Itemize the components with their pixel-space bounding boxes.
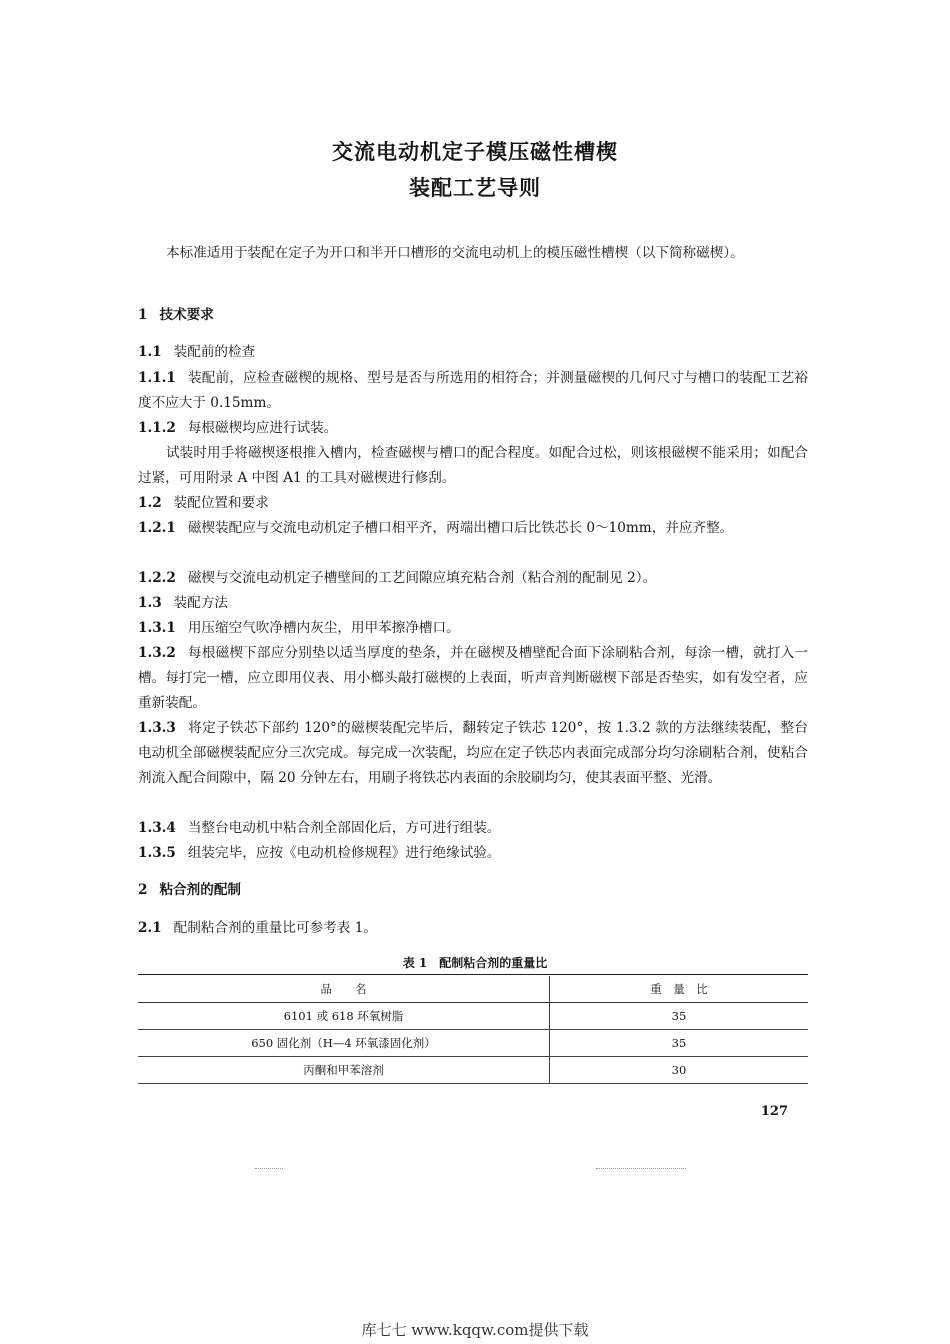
section-number: 1.2 [138,495,162,511]
document-title-line2: 装配工艺导则 [409,175,541,200]
table-cell: 丙酮和甲苯溶剂 [138,1057,550,1084]
clause-text: 用压缩空气吹净槽内灰尘，用甲苯擦净槽口。 [187,620,460,636]
clause-text: 每根磁楔下部应分别垫以适当厚度的垫条，并在磁楔及槽壁配合面下涂刷粘合剂，每涂一槽，就打入一槽。每打完一槽，应立即用仪表、用小榔头敲打磁楔的上表面，听声音判断磁楔下部是否垫实，如有发空者，应重新装配。 [138,645,808,711]
clause-text: 配制粘合剂的重量比可参考表 1。 [173,920,377,936]
clause-1-1-2-paragraph: 试装时用手将磁楔逐根推入槽内，检查磁楔与槽口的配合程度。如配合过松，则该根磁楔不能采用；如配合过紧，可用附录 A 中图 A1 的工具对磁楔进行修刮。 [138,445,808,486]
clause-text: 装配前，应检查磁楔的规格、型号是否与所选用的相符合；并测量磁楔的几何尺寸与槽口的装配工艺裕度不应大于 0.15mm。 [138,370,808,411]
clause-1-1-2 [138,416,808,441]
page-number: 127 [760,1104,788,1119]
table-header-cell: 重 量 比 [550,976,809,1003]
section-1-3-heading [138,591,808,616]
clause-1-3-4 [138,816,808,841]
section-2-heading [138,878,808,903]
clause-1-2-2 [138,566,808,591]
clause-number: 1.3.3 [138,720,176,736]
clause-text: 磁楔装配应与交流电动机定子槽口相平齐，两端出槽口后比铁芯长 0～10mm，并应齐整。 [187,520,734,536]
clause-number: 1.3.5 [138,845,176,861]
clause-text: 磁楔与交流电动机定子槽壁间的工艺间隙应填充粘合剂（粘合剂的配制见 2）。 [187,570,657,586]
clause-text: 当整台电动机中粘合剂全部固化后，方可进行组装。 [187,820,501,836]
table-header-row [138,976,808,1003]
table-top-rule [138,974,808,975]
table-row [138,1057,808,1084]
clause-number: 1.3.4 [138,820,176,836]
clause-number: 2.1 [138,920,162,936]
section-number: 1.1 [138,344,162,360]
table-cell: 6101 或 618 环氧树脂 [138,1003,550,1030]
table-cell: 30 [550,1057,809,1084]
document-title-line1: 交流电动机定子模压磁性槽楔 [332,139,618,164]
clause-1-3-5 [138,841,808,866]
section-number: 1 [138,307,148,323]
table-cell: 35 [550,1003,809,1030]
clause-1-3-2 [138,641,808,716]
clause-text: 每根磁楔均应进行试装。 [187,420,338,436]
clause-number: 1.1.2 [138,420,176,436]
section-title: 装配方法 [173,595,229,611]
table-row [138,1030,808,1057]
footer-watermark: 库七七 www.kqqw.com提供下载 [361,1321,589,1339]
clause-1-2-1 [138,516,808,541]
table-cell: 35 [550,1030,809,1057]
clause-number: 1.1.1 [138,370,176,386]
section-title: 装配位置和要求 [173,495,269,511]
clause-1-1-1 [138,366,808,416]
table-1-caption: 表 1 配制粘合剂的重量比 [402,956,548,970]
clause-1-3-1 [138,616,808,641]
clause-number: 1.3.1 [138,620,176,636]
clause-text: 组装完毕，应按《电动机检修规程》进行绝缘试验。 [187,845,501,861]
clause-text: 将定子铁芯下部约 120°的磁楔装配完毕后，翻转定子铁芯 120°，按 1.3.2 款的方法继续装配，整台电动机全部磁楔装配应分三次完成。每完成一次装配，均应在定子铁芯内表面完成部分均匀涂刷粘合剂，使粘合剂流入配合间隙中，隔 20 分钟左右，用刷子将铁芯内表面的余胶刷均匀，使其表面平整、光滑。 [138,720,808,786]
intro-paragraph: 本标准适用于装配在定子为开口和半开口槽形的交流电动机上的模压磁性槽楔（以下简称磁楔）。 [166,245,744,261]
scan-artifact [596,1168,686,1170]
scan-artifact [255,1168,283,1170]
section-1-2-heading [138,491,808,516]
section-number: 2 [138,882,148,898]
clause-1-3-3 [138,716,808,791]
section-1-heading [138,303,808,328]
section-title: 装配前的检查 [173,344,256,360]
section-title: 技术要求 [159,307,214,323]
section-title: 粘合剂的配制 [159,882,242,898]
section-number: 1.3 [138,595,162,611]
clause-number: 1.2.2 [138,570,176,586]
table-row [138,1003,808,1030]
table-1 [138,976,808,1084]
clause-2-1 [138,916,808,941]
clause-number: 1.2.1 [138,520,176,536]
clause-number: 1.3.2 [138,645,176,661]
table-header-cell: 品 名 [138,976,550,1003]
section-1-1-heading [138,340,808,365]
table-cell: 650 固化剂（H—4 环氧漆固化剂） [138,1030,550,1057]
